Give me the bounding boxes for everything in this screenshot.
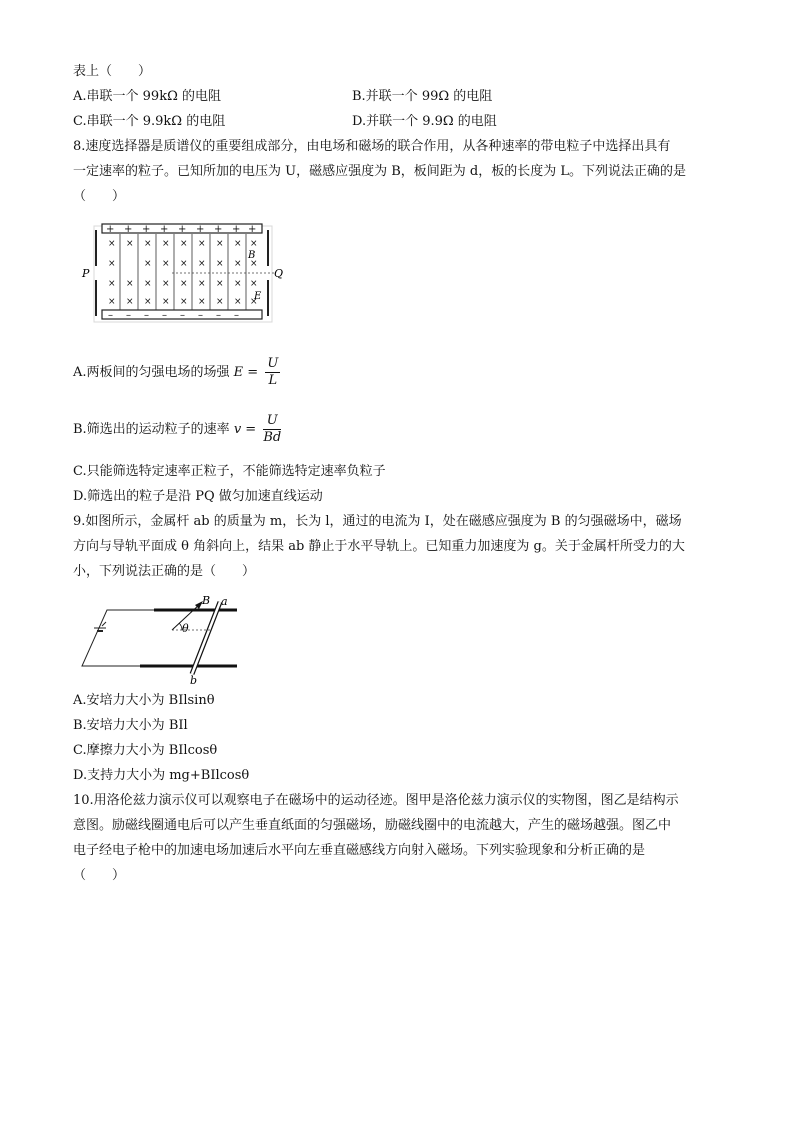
q9-option-b: B.安培力大小为 BIl (73, 718, 188, 733)
svg-text:×: × (108, 279, 116, 289)
q8-option-a (73, 356, 280, 390)
magnetic-field-crosses (108, 239, 258, 307)
svg-text:×: × (216, 259, 224, 269)
svg-text:–: – (198, 310, 203, 321)
svg-text:×: × (198, 239, 206, 249)
label-q: Q (274, 267, 284, 280)
q8-option-b-text: B.筛选出的运动粒子的速率 (73, 422, 230, 437)
svg-text:+: + (196, 224, 205, 235)
svg-text:×: × (234, 239, 242, 249)
svg-text:×: × (144, 297, 152, 307)
svg-text:–: – (108, 310, 113, 321)
svg-text:–: – (144, 310, 149, 321)
fraction-denominator: Bd (263, 430, 282, 445)
fraction-numerator: U (263, 413, 281, 430)
label-a: a (221, 595, 228, 608)
svg-text:×: × (198, 279, 206, 289)
svg-text:+: + (248, 224, 257, 235)
svg-text:×: × (126, 239, 134, 249)
svg-text:+: + (160, 224, 169, 235)
label-theta: θ (182, 622, 189, 635)
q8-stem-line2: 一定速率的粒子。已知所加的电压为 U，磁感应强度为 B，板间距为 d，板的长度为 L。下列说法正确的是 (73, 164, 686, 179)
svg-text:+: + (178, 224, 187, 235)
svg-text:×: × (162, 297, 170, 307)
svg-text:×: × (234, 279, 242, 289)
svg-text:×: × (126, 297, 134, 307)
svg-text:×: × (162, 279, 170, 289)
svg-text:×: × (198, 297, 206, 307)
q10-stem-line1: 10.用洛伦兹力演示仪可以观察电子在磁场中的运动径迹。图甲是洛伦兹力演示仪的实物图，图乙是结构示 (73, 793, 679, 808)
svg-text:×: × (250, 297, 258, 307)
q7-option-d: D.并联一个 9.9Ω 的电阻 (352, 114, 497, 129)
svg-text:×: × (250, 259, 258, 269)
svg-text:+: + (232, 224, 241, 235)
svg-text:–: – (234, 310, 239, 321)
svg-text:×: × (216, 239, 224, 249)
svg-text:×: × (234, 259, 242, 269)
q8-stem-line3: （ ） (73, 189, 126, 204)
q9-option-c: C.摩擦力大小为 BIlcosθ (73, 743, 218, 758)
svg-text:×: × (234, 297, 242, 307)
svg-text:×: × (144, 259, 152, 269)
q10-stem-line3: 电子经电子枪中的加速电场加速后水平向左垂直磁感线方向射入磁场。下列实验现象和分析正确的是 (73, 843, 646, 858)
circuit-wire (82, 610, 154, 666)
velocity-selector-figure (78, 222, 288, 326)
label-b-end: b (190, 674, 198, 686)
q9-stem-line2: 方向与导轨平面成 θ 角斜向上，结果 ab 静止于水平导轨上。已知重力加速度为 g。关于金属杆所受力的大 (73, 539, 685, 554)
svg-text:×: × (108, 239, 116, 249)
q10-stem-line4: （ ） (73, 868, 126, 883)
q8-option-c: C.只能筛选特定速率正粒子，不能筛选特定速率负粒子 (73, 464, 386, 479)
svg-text:×: × (162, 239, 170, 249)
svg-text:×: × (162, 259, 170, 269)
svg-text:×: × (144, 239, 152, 249)
q8-option-b-fraction (263, 413, 281, 446)
svg-text:×: × (180, 259, 188, 269)
q9-option-d: D.支持力大小为 mg+BIlcosθ (73, 768, 250, 783)
svg-text:–: – (180, 310, 185, 321)
svg-text:×: × (180, 239, 188, 249)
q8-option-a-text: A.两板间的匀强电场的场强 (73, 365, 230, 380)
svg-text:+: + (142, 224, 151, 235)
svg-text:+: + (214, 224, 223, 235)
svg-text:+: + (124, 224, 133, 235)
svg-text:×: × (198, 259, 206, 269)
svg-text:–: – (162, 310, 167, 321)
q10-stem-line2: 意图。励磁线圈通电后可以产生垂直纸面的匀强磁场，励磁线圈中的电流越大，产生的磁场越强。图乙中 (73, 818, 672, 833)
q7-option-c: C.串联一个 9.9kΩ 的电阻 (73, 114, 226, 129)
q9-option-a: A.安培力大小为 BIlsinθ (73, 693, 215, 708)
label-b-field: B (202, 594, 211, 607)
svg-text:+: + (106, 224, 115, 235)
q7-option-a: A.串联一个 99kΩ 的电阻 (73, 89, 221, 104)
q7-tail: 表上（ ） (73, 64, 152, 79)
q8-option-b (73, 413, 281, 447)
q8-stem-line1: 8.速度选择器是质谱仪的重要组成部分，由电场和磁场的联合作用，从各种速率的带电粒子中选择出具有 (73, 139, 671, 154)
svg-text:×: × (216, 279, 224, 289)
svg-text:×: × (108, 297, 116, 307)
svg-text:×: × (250, 239, 258, 249)
q8-option-d: D.筛选出的粒子是沿 PQ 做匀加速直线运动 (73, 489, 323, 504)
q9-stem-line1: 9.如图所示，金属杆 ab 的质量为 m，长为 l，通过的电流为 I，处在磁感应强度为 B 的匀强磁场中，磁场 (73, 514, 682, 529)
label-e: E (254, 291, 262, 302)
svg-text:×: × (180, 297, 188, 307)
metal-rod-figure (72, 590, 247, 686)
svg-text:–: – (216, 310, 221, 321)
q9-stem-line3: 小，下列说法正确的是（ ） (73, 564, 256, 579)
svg-text:×: × (108, 259, 116, 269)
q8-option-a-fraction (265, 356, 280, 389)
svg-text:×: × (180, 279, 188, 289)
label-p: P (82, 267, 90, 280)
q8-option-a-lhs: E = (233, 365, 259, 380)
fraction-numerator: U (267, 356, 279, 371)
svg-text:×: × (126, 279, 134, 289)
label-b: B (248, 250, 256, 261)
svg-text:×: × (250, 279, 258, 289)
q7-option-b: B.并联一个 99Ω 的电阻 (352, 89, 493, 104)
fraction-denominator: L (268, 373, 278, 388)
q8-option-b-lhs: v = (233, 422, 257, 437)
svg-text:–: – (126, 310, 131, 321)
svg-text:×: × (144, 279, 152, 289)
svg-text:×: × (216, 297, 224, 307)
plus-charges (106, 224, 256, 235)
